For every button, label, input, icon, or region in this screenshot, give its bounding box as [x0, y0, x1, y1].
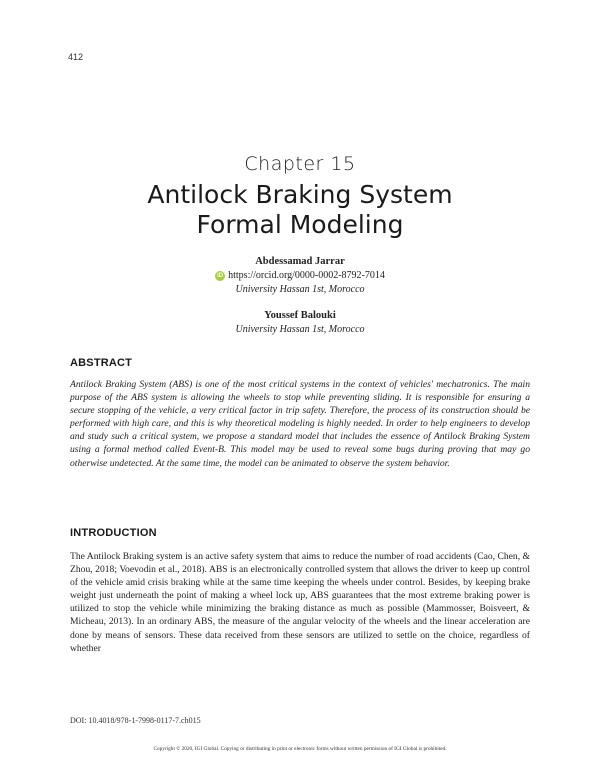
- introduction-paragraph: The Antilock Braking system is an active safety system that aims to reduce the number of road accidents (Cao, Chen, & Zhou, 2018; Voevodin et al., 2018). ABS is an electronically controlled system that allows the driver to keep up control of the vehicle amid crisis braking while at the same time keeping the wheels under control. Besides, by keeping brake weight just underneath the point of making a wheel lock up, ABS guarantees that the most extreme braking power is utilized to stop the vehicle while minimizing the braking distance as much as possible (Mammosser, Boisveert, & Micheau, 2013). In an ordinary ABS, the measure of the angular velocity of the wheels and the linear acceleration are done by means of sensors. These data received from these sensors are utilized to settle on the choice, regardless of whether: [70, 551, 530, 654]
- author-affiliation: University Hassan 1st, Morocco: [235, 324, 365, 335]
- author-name: Abdessamad Jarrar: [255, 256, 345, 267]
- doi-text: DOI: 10.4018/978-1-7998-0117-7.ch015: [70, 716, 201, 725]
- copyright-notice: Copyright © 2020, IGI Global. Copying or distributing in print or electronic forms without written permission of IGI Global is prohibited.: [153, 746, 447, 752]
- chapter-label: Chapter 15: [244, 153, 356, 175]
- orcid-link[interactable]: https://orcid.org/0000-0002-8792-7014: [228, 270, 385, 281]
- introduction-heading: INTRODUCTION: [70, 527, 157, 539]
- orcid-icon: iD: [217, 273, 224, 279]
- chapter-title-line-1: Antilock Braking System: [147, 180, 453, 209]
- author-name: Youssef Balouki: [264, 310, 336, 321]
- author-block-2: [0, 309, 600, 337]
- abstract-paragraph: Antilock Braking System (ABS) is one of the most critical systems in the context of vehicles' mechatronics. The main purpose of the ABS system is allowing the wheels to stop while preventing sliding. It is responsible for ensuring a secure stopping of the vehicle, a very critical factor in trip safety. Therefore, the process of its construction should be performed with high care, and this is why theoretical modeling is highly needed. In order to help engineers to develop and study such a critical system, we propose a standard model that includes the essence of Antilock Braking System using a formal method called Event-B. This model may be used to reveal some bugs during proving that may go otherwise undetected. At the same time, the model can be animated to observe the system behavior.: [70, 379, 530, 469]
- author-affiliation: University Hassan 1st, Morocco: [235, 284, 365, 295]
- abstract-heading: ABSTRACT: [70, 357, 133, 369]
- chapter-title: [0, 180, 600, 240]
- author-block-1: [0, 255, 600, 297]
- orcid-line: [0, 269, 600, 283]
- chapter-title-line-2: Formal Modeling: [196, 210, 404, 239]
- page-number: 412: [68, 52, 84, 62]
